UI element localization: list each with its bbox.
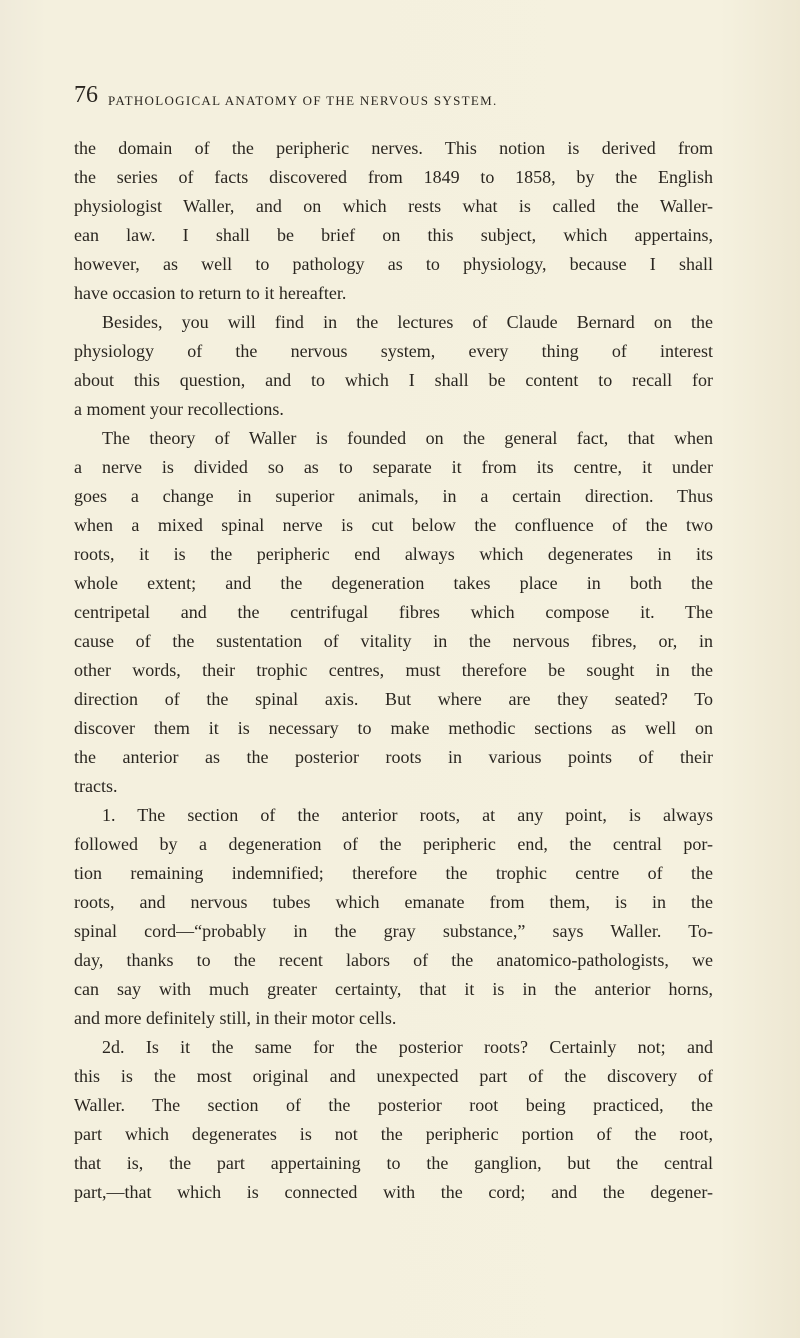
text-line: day, thanks to the recent labors of the anatomico-pathologists, we (74, 950, 713, 970)
text-line: that is, the part appertaining to the ganglion, but the central (74, 1153, 713, 1173)
text-line: however, as well to pathology as to physiology, because I shall (74, 254, 713, 274)
text-line: tion remaining indemnified; therefore the trophic centre of the (74, 863, 713, 883)
text-line: Besides, you will find in the lectures of Claude Bernard on the (102, 312, 713, 332)
text-line: direction of the spinal axis. But where are they seated? To (74, 689, 713, 709)
text-line: other words, their trophic centres, must therefore be sought in the (74, 660, 713, 680)
text-line: centripetal and the centrifugal fibres which compose it. The (74, 602, 713, 622)
text-line: roots, and nervous tubes which emanate from them, is in the (74, 892, 713, 912)
text-line: The theory of Waller is founded on the general fact, that when (102, 428, 713, 448)
text-line: whole extent; and the degeneration takes place in both the (74, 573, 713, 593)
text-line: spinal cord—“probably in the gray substance,” says Waller. To- (74, 921, 713, 941)
text-line: and more definitely still, in their motor cells. (74, 1008, 397, 1028)
text-line: have occasion to return to it hereafter. (74, 283, 347, 303)
text-line: the series of facts discovered from 1849 to 1858, by the English (74, 167, 713, 187)
text-line: 2d. Is it the same for the posterior roots? Certainly not; and (102, 1037, 713, 1057)
text-line: physiologist Waller, and on which rests what is called the Waller- (74, 196, 713, 216)
text-line: this is the most original and unexpected part of the discovery of (74, 1066, 713, 1086)
text-line: 1. The section of the anterior roots, at any point, is always (102, 805, 713, 825)
text-line: about this question, and to which I shall be content to recall for (74, 370, 713, 390)
text-line: roots, it is the peripheric end always which degenerates in its (74, 544, 713, 564)
text-line: the domain of the peripheric nerves. This notion is derived from (74, 138, 713, 158)
text-line: goes a change in superior animals, in a certain direction. Thus (74, 486, 713, 506)
body-text (74, 134, 713, 1207)
text-line: tracts. (74, 776, 118, 796)
text-line: physiology of the nervous system, every thing of interest (74, 341, 713, 361)
text-line: the anterior as the posterior roots in various points of their (74, 747, 713, 767)
running-title: PATHOLOGICAL ANATOMY OF THE NERVOUS SYSTEM. (108, 93, 498, 108)
text-line: a moment your recollections. (74, 399, 284, 419)
text-line: discover them it is necessary to make methodic sections as well on (74, 718, 713, 738)
text-line: ean law. I shall be brief on this subject, which appertains, (74, 225, 713, 245)
text-line: a nerve is divided so as to separate it from its centre, it under (74, 457, 713, 477)
text-line: Waller. The section of the posterior root being practiced, the (74, 1095, 713, 1115)
text-line: part which degenerates is not the peripheric portion of the root, (74, 1124, 713, 1144)
text-line: can say with much greater certainty, that it is in the anterior horns, (74, 979, 713, 999)
text-line: followed by a degeneration of the peripheric end, the central por- (74, 834, 713, 854)
text-line: cause of the sustentation of vitality in the nervous fibres, or, in (74, 631, 713, 651)
text-line: part,—that which is connected with the cord; and the degener- (74, 1182, 713, 1202)
text-line: when a mixed spinal nerve is cut below the confluence of the two (74, 515, 713, 535)
page-number: 76 (74, 82, 98, 108)
page-header (74, 82, 724, 112)
